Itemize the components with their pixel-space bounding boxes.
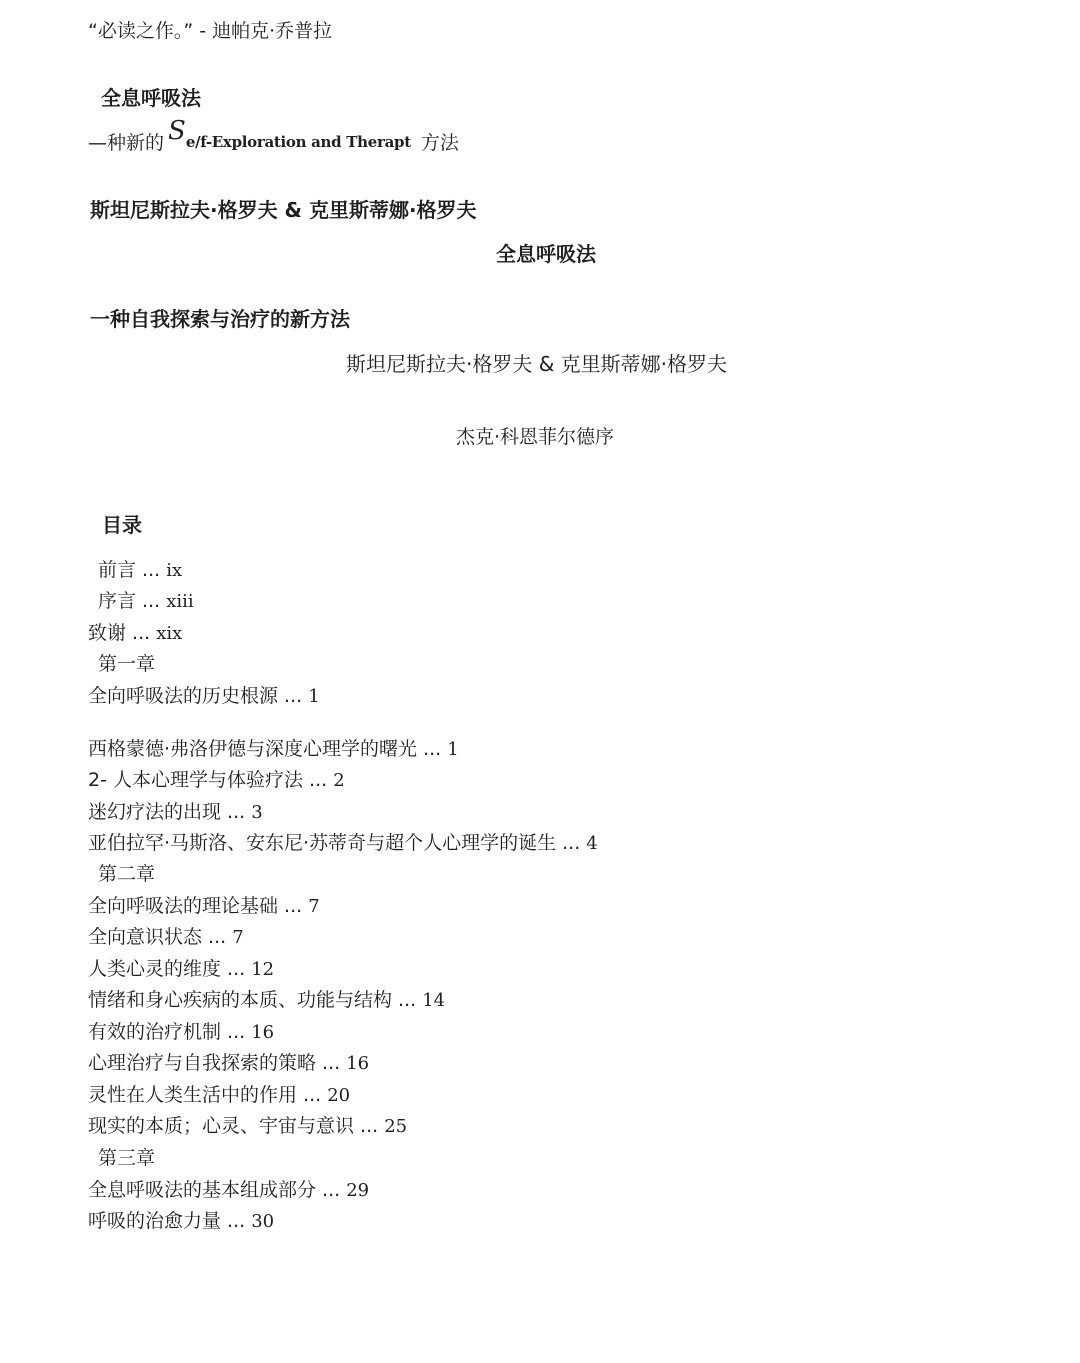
header-authors: 斯坦尼斯拉夫·格罗夫 & 克里斯蒂娜·格罗夫 [90,198,477,222]
subtitle-big-letter: S [168,116,186,146]
book-authors: 斯坦尼斯拉夫·格罗夫 & 克里斯蒂娜·格罗夫 [346,352,728,376]
toc-entry: 全向呼吸法的理论基础 ... 7 [88,895,320,917]
toc-entry: 人类心灵的维度 ... 12 [88,958,275,980]
toc-entry: 亚伯拉罕·马斯洛、安东尼·苏蒂奇与超个人心理学的诞生 ... 4 [88,832,598,854]
toc-chapter-label: 第二章 [98,863,156,885]
toc-entry: 情绪和身心疾病的本质、功能与结构 ... 14 [88,989,446,1011]
toc-entry: 全息呼吸法的基本组成部分 ... 29 [88,1179,370,1201]
quote-text: “必读之作。” [88,20,194,42]
toc-chapter-label: 第一章 [98,653,156,675]
toc-entry: 心理治疗与自我探索的策略 ... 16 [88,1052,370,1074]
header-title: 全息呼吸法 [101,86,201,110]
toc-entry: 2- 人本心理学与体验疗法 ... 2 [88,769,345,791]
toc-entry: 全向意识状态 ... 7 [88,926,244,948]
toc-chapter-label: 第三章 [98,1147,156,1169]
toc-entry: 全向呼吸法的历史根源 ... 1 [88,685,320,707]
book-title: 全息呼吸法 [496,242,596,266]
toc-entry: 现实的本质；心灵、宇宙与意识 ... 25 [88,1115,408,1137]
toc-entry: 呼吸的治愈力量 ... 30 [88,1210,275,1232]
toc-heading: 目录 [102,513,142,537]
toc-entry: 致谢 ... xix [88,622,183,644]
subtitle-english: e/f-Exploration and Therapt [185,133,411,151]
subtitle-prefix: —种新的 [88,132,165,154]
toc-entry: 迷幻疗法的出现 ... 3 [88,801,263,823]
quote-attribution: - 迪帕克·乔普拉 [199,20,333,42]
subtitle-suffix: 方法 [420,132,459,154]
endorsement-quote [88,18,332,45]
toc-entry: 西格蒙德·弗洛伊德与深度心理学的曙光 ... 1 [88,738,459,760]
header-subtitle [88,116,459,158]
toc-entry: 序言 ... xiii [98,590,194,612]
toc-entry: 灵性在人类生活中的作用 ... 20 [88,1084,351,1106]
book-subtitle: 一种自我探索与治疗的新方法 [90,307,350,331]
foreword-credit: 杰克·科恩菲尔德序 [456,426,615,448]
toc-entry: 前言 ... ix [98,559,183,581]
toc-entry: 有效的治疗机制 ... 16 [88,1021,275,1043]
